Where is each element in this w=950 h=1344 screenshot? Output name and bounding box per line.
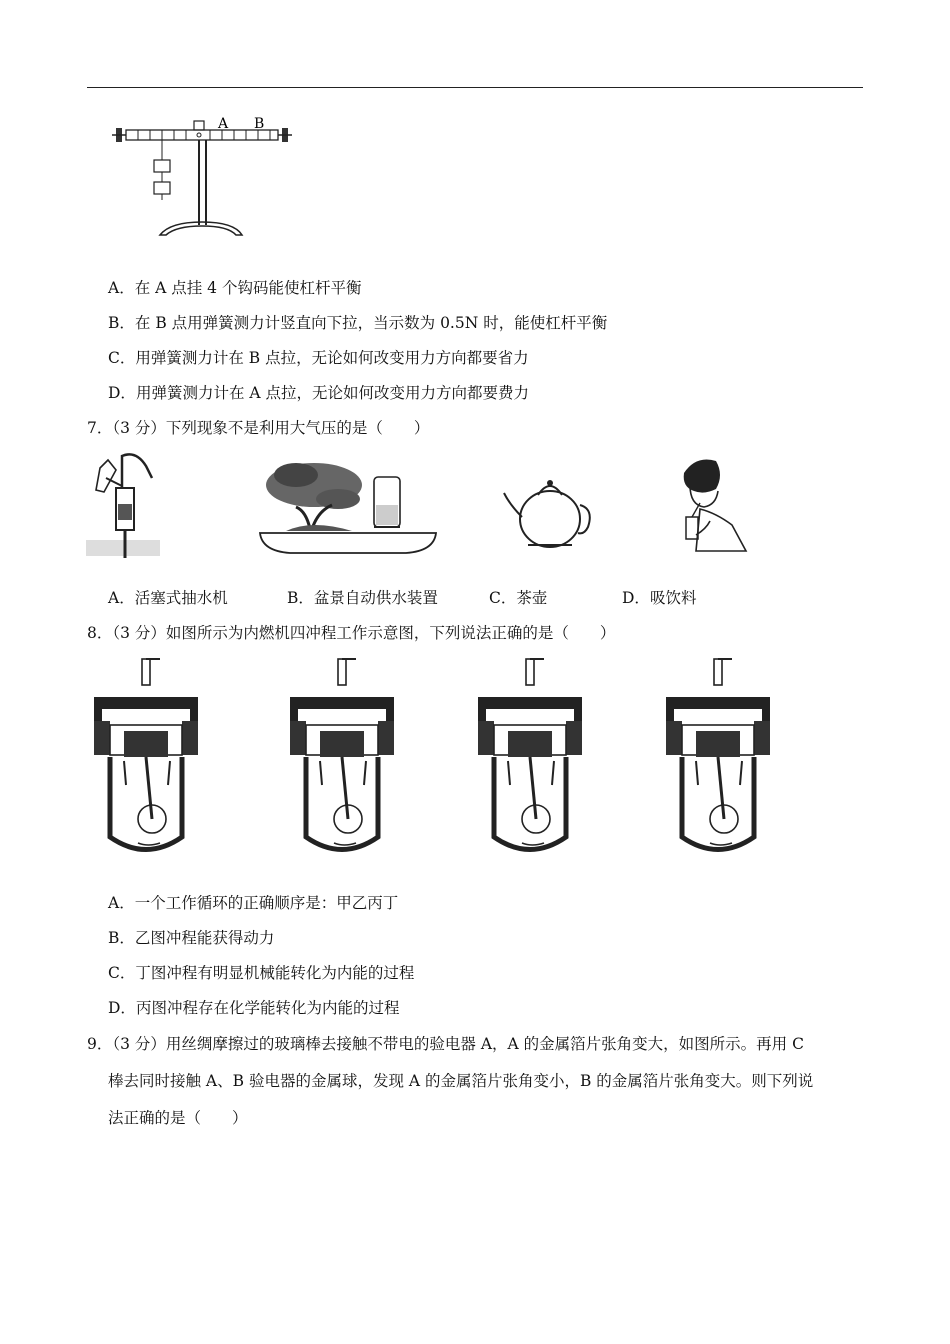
q6-option-b: B．在 B 点用弹簧测力计竖直向下拉，当示数为 0.5N 时，能使杠杆平衡 xyxy=(108,314,608,332)
boy-drinking-straw-icon xyxy=(676,455,756,555)
piston-pump-icon xyxy=(86,448,166,563)
q7-option-c: C．茶壶 xyxy=(489,589,548,607)
engine-stroke-diagrams xyxy=(90,657,790,867)
lever-label-b: B xyxy=(254,116,265,132)
bonsai-water-supply-icon xyxy=(256,455,440,560)
q7-option-d: D．吸饮料 xyxy=(622,589,697,607)
q7-option-a: A．活塞式抽水机 xyxy=(108,589,228,607)
q8-option-d: D．丙图冲程存在化学能转化为内能的过程 xyxy=(108,999,400,1017)
lever-figure xyxy=(110,110,300,240)
q7-stem: 7．（3 分）下列现象不是利用大气压的是（ ） xyxy=(87,419,430,437)
q8-stem: 8．（3 分）如图所示为内燃机四冲程工作示意图，下列说法正确的是（ ） xyxy=(87,624,616,642)
q8-option-a: A．一个工作循环的正确顺序是：甲乙丙丁 xyxy=(108,894,399,912)
q6-option-c: C．用弹簧测力计在 B 点拉，无论如何改变用力方向都要省力 xyxy=(108,349,529,367)
q8-option-c: C．丁图冲程有明显机械能转化为内能的过程 xyxy=(108,964,415,982)
header-rule xyxy=(87,87,863,88)
q9-stem-line-2: 棒去同时接触 A、B 验电器的金属球，发现 A 的金属箔片张角变小，B 的金属箔片张角变大。则下列说 xyxy=(108,1072,814,1090)
teapot-icon xyxy=(500,465,595,555)
q6-option-d: D．用弹簧测力计在 A 点拉，无论如何改变用力方向都要费力 xyxy=(108,384,529,402)
q6-option-a: A．在 A 点挂 4 个钩码能使杠杆平衡 xyxy=(108,279,362,297)
q8-option-b: B．乙图冲程能获得动力 xyxy=(108,929,275,947)
q9-stem-line-1: 9．（3 分）用丝绸摩擦过的玻璃棒去接触不带电的验电器 A，A 的金属箔片张角变大，如图所示。再用 C xyxy=(87,1035,804,1053)
q9-stem-line-3: 法正确的是（ ） xyxy=(108,1109,248,1127)
lever-label-a: A xyxy=(218,116,229,132)
q7-option-b: B．盆景自动供水装置 xyxy=(287,589,438,607)
